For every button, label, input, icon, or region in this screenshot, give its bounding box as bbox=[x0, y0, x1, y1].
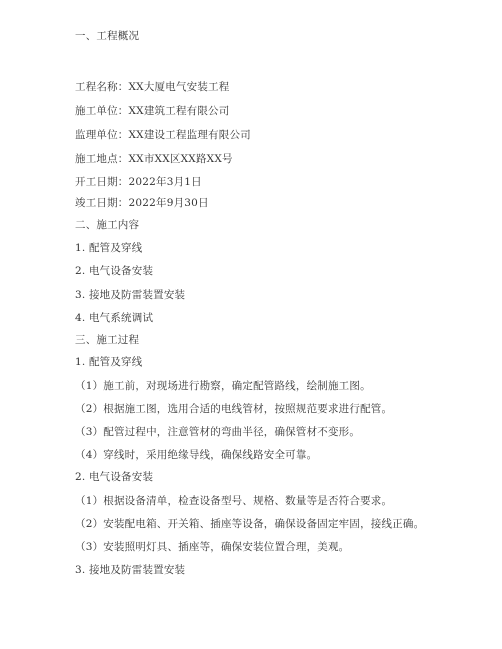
construction-site: 施工地点：XX市XX区XX路XX号 bbox=[75, 153, 233, 165]
process-subheading-1: 1. 配管及穿线 bbox=[75, 356, 143, 368]
process-2-step-3: （3）安装照明灯具、插座等，确保安装位置合理，美观。 bbox=[75, 541, 350, 553]
completion-date: 竣工日期：2022年9月30日 bbox=[75, 197, 209, 209]
section-heading-overview: 一、工程概况 bbox=[75, 30, 140, 42]
process-1-step-2: （2）根据施工图，选用合适的电线管材，按照规范要求进行配管。 bbox=[75, 403, 393, 415]
process-1-step-3: （3）配管过程中，注意管材的弯曲半径，确保管材不变形。 bbox=[75, 426, 361, 438]
process-2-step-2: （2）安装配电箱、开关箱、插座等设备，确保设备固定牢固，接线正确。 bbox=[75, 518, 425, 530]
section-heading-content: 二、施工内容 bbox=[75, 219, 140, 231]
supervision-unit: 监理单位：XX建设工程监理有限公司 bbox=[75, 129, 251, 141]
construction-unit: 施工单位：XX建筑工程有限公司 bbox=[75, 105, 230, 117]
process-subheading-3: 3. 接地及防雷装置安装 bbox=[75, 564, 186, 576]
content-item-2: 2. 电气设备安装 bbox=[75, 265, 154, 277]
content-item-4: 4. 电气系统调试 bbox=[75, 312, 154, 324]
section-heading-process: 三、施工过程 bbox=[75, 334, 140, 346]
process-1-step-4: （4）穿线时，采用绝缘导线，确保线路安全可靠。 bbox=[75, 449, 318, 461]
start-date: 开工日期：2022年3月1日 bbox=[75, 176, 202, 188]
content-item-1: 1. 配管及穿线 bbox=[75, 242, 143, 254]
process-2-step-1: （1）根据设备清单，检查设备型号、规格、数量等是否符合要求。 bbox=[75, 495, 393, 507]
project-name: 工程名称：XX大厦电气安装工程 bbox=[75, 81, 230, 93]
process-subheading-2: 2. 电气设备安装 bbox=[75, 471, 154, 483]
content-item-3: 3. 接地及防雷装置安装 bbox=[75, 289, 186, 301]
process-1-step-1: （1）施工前，对现场进行勘察，确定配管路线，绘制施工图。 bbox=[75, 380, 371, 392]
